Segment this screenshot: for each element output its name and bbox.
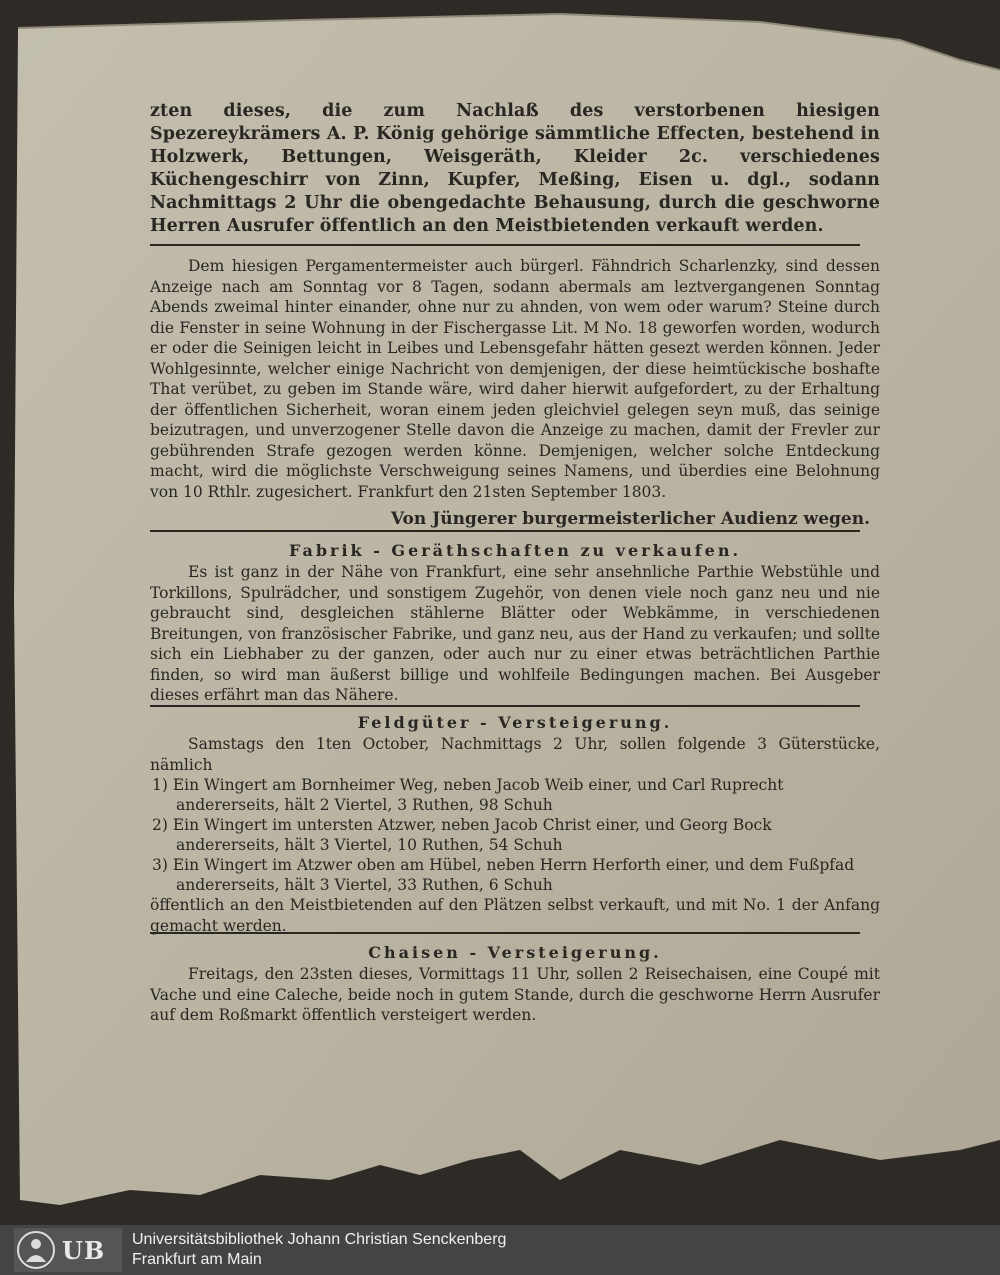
feldgueter-heading: Feldgüter - Versteigerung.	[357, 713, 673, 732]
notice-paragraph: Dem hiesigen Pergamentermeister auch bürgerl. Fähndrich Scharlenzky, sind dessen Anzeige nach am Sonntag vor 8 Tagen, sodann abermals am leztvergangenen Sonntag Abends zweimal hinter einander, ohne nur zu ahnden, von wem oder warum? Steine durch die Fenster in seine Wohnung in der Fischergasse Lit. M No. 18 geworfen worden, wodurch er oder die Seinigen leicht in Leibes und Lebensgefahr hätten gesezt werden können. Jeder Wohlgesinnte, welcher einige Nachricht von demjenigen, der diese heimtückische boshafte That verübet, zu geben im Stande wäre, wird daher hierwit aufgefordert, zu der Erhaltung der öffentlichen Sicherheit, woran einem jeden gleichviel gelegen seyn muß, das seinige beizutragen, und unverzogener Stelle davon die Anzeige zu machen, damit der Frevler zur gebührenden Strafe gezogen werden könne. Demjenigen, welcher solche Entdeckung macht, wird die möglichste Verschweigung seines Namens, und überdies eine Belohnung von 10 Rthlr. zugesichert. Frankfurt den 21sten September 1803.	[150, 257, 880, 501]
list-item: 3) Ein Wingert im Atzwer oben am Hübel, neben Herrn Herforth einer, und dem Fußpfad andererseits, hält 3 Viertel, 33 Ruthen, 6 Schuh	[152, 856, 855, 894]
library-city: Frankfurt am Main	[132, 1251, 262, 1268]
divider	[150, 705, 860, 707]
document-page	[150, 100, 880, 1040]
intro-paragraph: zten dieses, die zum Nachlaß des verstorbenen hiesigen Spezereykrämers A. P. König gehörige sämmtliche Effecten, bestehend in Holzwerk, Bettungen, Weisgeräth, Kleider 2c. verschiedenes Küchengeschirr von Zinn, Kupfer, Meßing, Eisen u. dgl., sodann Nachmittags 2 Uhr die obengedachte Behausung, durch die geschworne Herren Ausrufer öffentlich an den Meistbietenden verkauft werden.	[150, 101, 880, 236]
library-label	[132, 1230, 506, 1270]
divider	[150, 530, 860, 532]
chaisen-section	[150, 942, 880, 1026]
ub-logo[interactable]	[14, 1228, 122, 1272]
list-item: 1) Ein Wingert am Bornheimer Weg, neben Jacob Weib einer, und Carl Ruprecht andererseits, hält 2 Viertel, 3 Ruthen, 98 Schuh	[152, 776, 784, 814]
chaisen-heading: Chaisen - Versteigerung.	[368, 943, 662, 962]
divider	[150, 244, 860, 246]
list-item: 2) Ein Wingert im untersten Atzwer, neben Jacob Christ einer, und Georg Bock andererseits, hält 3 Viertel, 10 Ruthen, 54 Schuh	[152, 816, 772, 854]
fabrik-paragraph: Es ist ganz in der Nähe von Frankfurt, eine sehr ansehnliche Parthie Webstühle und Torkillons, Spulrädcher, und sonstigem Zugehör, von denen viele noch ganz neu und nie gebraucht sind, desgleichen stählerne Blätter oder Webkämme, in verschiedenen Breitungen, von französischer Fabrike, und ganz neu, aus der Hand zu verkaufen; und sollte sich ein Liebhaber zu der ganzen, oder auch nur zu einer etwas beträchtlichen Parthie finden, so wird man äußerst billige und wohlfeile Bedingungen machen. Bei Ausgeber dieses erfährt man das Nähere.	[150, 563, 880, 704]
fabrik-section	[150, 540, 880, 706]
notice-signature: Von Jüngerer burgermeisterlicher Audienz wegen.	[390, 509, 870, 529]
intro-section	[150, 100, 880, 238]
feldgueter-section	[150, 712, 880, 936]
feldgueter-outro: öffentlich an den Meistbietenden auf den Plätzen selbst verkauft, und mit No. 1 der Anfang gemacht werden.	[150, 896, 880, 935]
fabrik-heading: Fabrik - Geräthschaften zu verkaufen.	[288, 541, 742, 560]
divider	[150, 932, 860, 934]
chaisen-paragraph: Freitags, den 23sten dieses, Vormittags 11 Uhr, sollen 2 Reisechaisen, eine Coupé mit Vache und eine Caleche, beide noch in gutem Stande, durch die geschworne Herrn Ausrufer auf dem Roßmarkt öffentlich versteigert werden.	[150, 965, 880, 1024]
notice-section	[150, 256, 880, 530]
seal-icon	[16, 1230, 56, 1270]
feldgueter-intro: Samstags den 1ten October, Nachmittags 2 Uhr, sollen folgende 3 Güterstücke, nämlich	[150, 735, 880, 774]
ub-logo-text: UB	[62, 1235, 106, 1265]
library-footer	[0, 1225, 1000, 1275]
library-name: Universitätsbibliothek Johann Christian Senckenberg	[132, 1231, 507, 1248]
